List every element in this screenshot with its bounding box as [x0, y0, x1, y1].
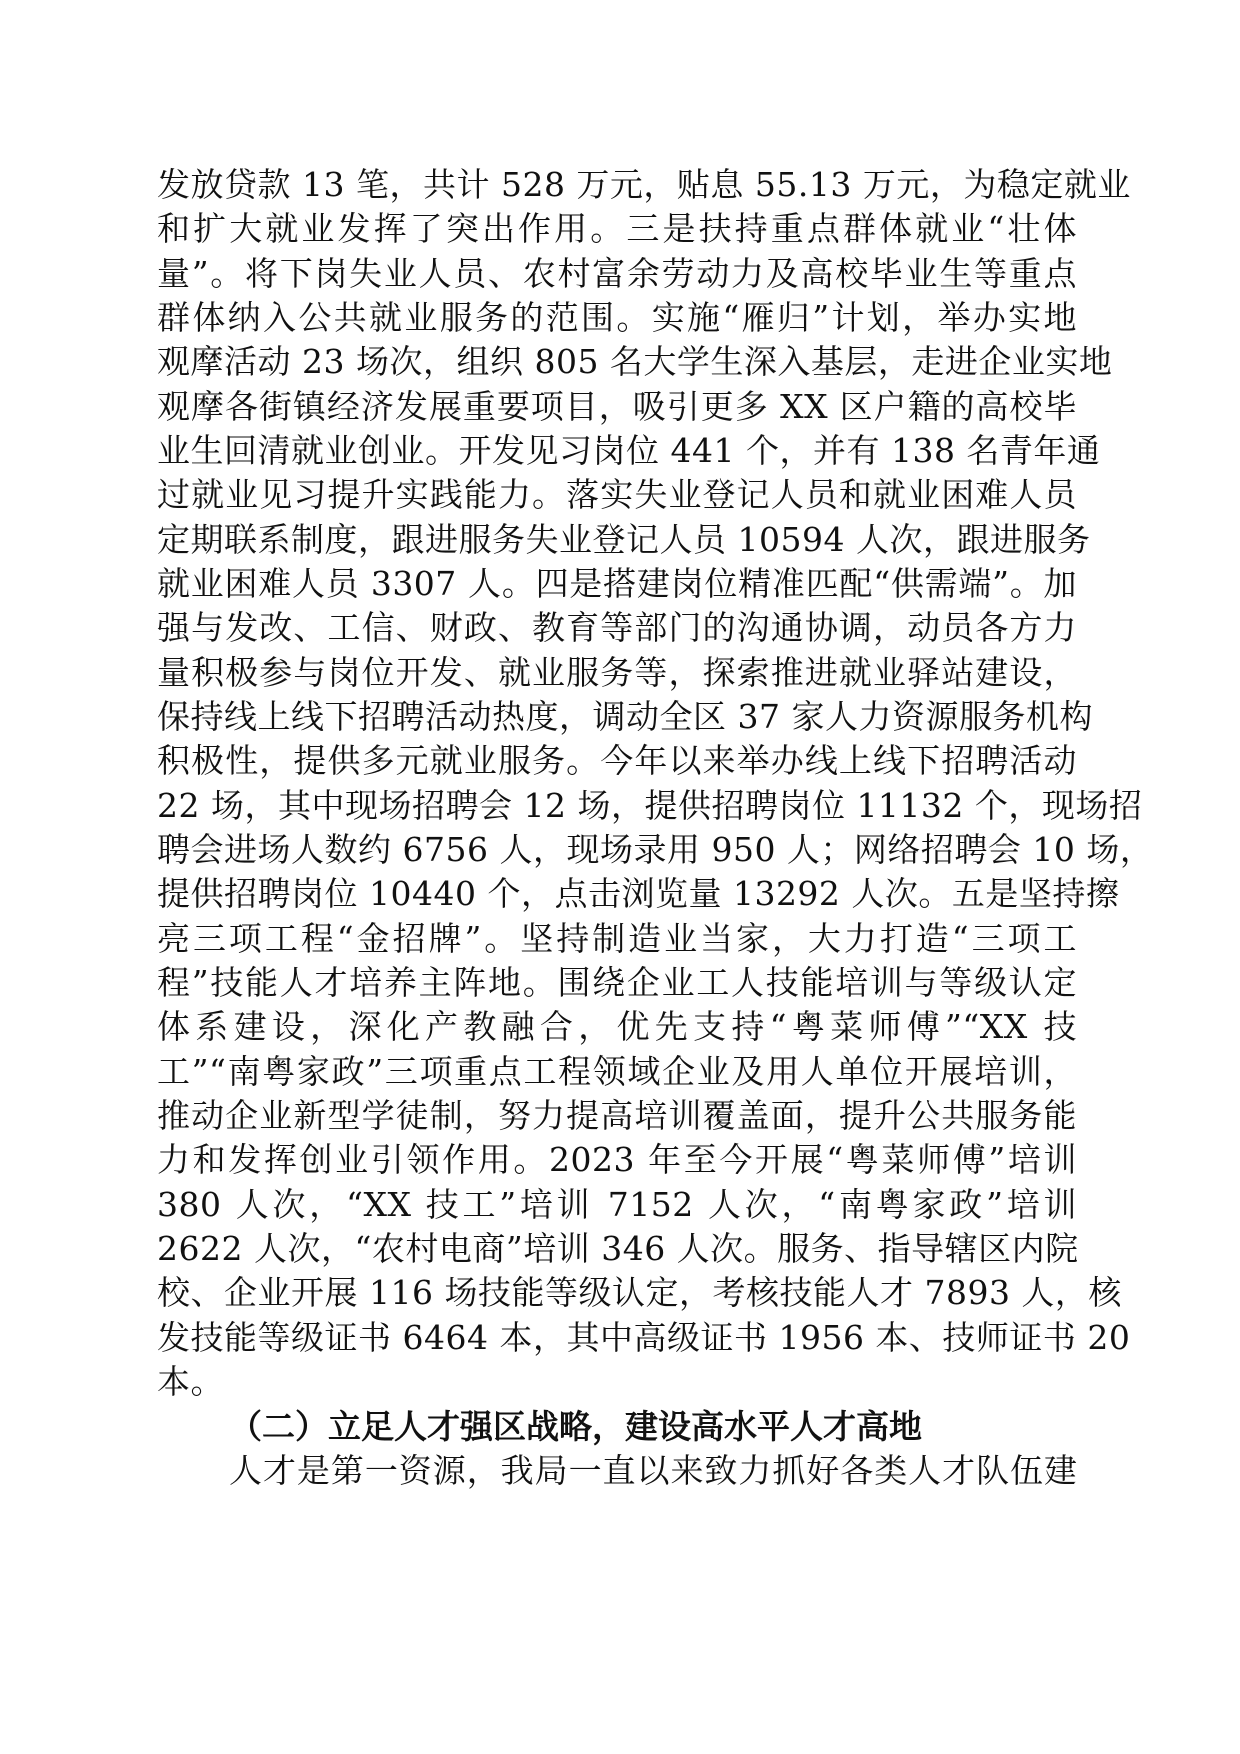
body-text-line: 程”技能人才培养主阵地。围绕企业工人技能培训与等级认定	[157, 963, 1077, 1002]
body-text-line: 发放贷款 13 笔，共计 528 万元，贴息 55.13 万元，为稳定就业	[157, 165, 1131, 204]
body-text-line: 积极性，提供多元就业服务。今年以来举办线上线下招聘活动	[157, 741, 1077, 780]
body-text-line: 和扩大就业发挥了突出作用。三是扶持重点群体就业“壮体	[157, 209, 1077, 248]
paragraph-first-line: 人才是第一资源，我局一直以来致力抓好各类人才队伍建	[229, 1451, 1077, 1490]
body-text-line: 校、企业开展 116 场技能等级认定，考核技能人才 7893 人，核	[157, 1273, 1122, 1312]
body-text-line: 群体纳入公共就业服务的范围。实施“雁归”计划，举办实地	[157, 298, 1077, 337]
body-text-line: 2622 人次，“农村电商”培训 346 人次。服务、指导辖区内院	[157, 1229, 1079, 1268]
body-text-line: 观摩各街镇经济发展重要项目，吸引更多 XX 区户籍的高校毕	[157, 387, 1077, 426]
body-text-line: 力和发挥创业引领作用。2023 年至今开展“粤菜师傅”培训	[157, 1140, 1077, 1179]
body-text-line: 380 人次，“XX 技工”培训 7152 人次，“南粤家政”培训	[157, 1185, 1077, 1224]
section-heading: （二）立足人才强区战略，建设高水平人才高地	[229, 1407, 922, 1446]
body-text-line: 就业困难人员 3307 人。四是搭建岗位精准匹配“供需端”。加	[157, 564, 1077, 603]
body-text-line: 体系建设，深化产教融合，优先支持“粤菜师傅”“XX 技	[157, 1007, 1077, 1046]
body-text-line: 量积极参与岗位开发、就业服务等，探索推进就业驿站建设，	[157, 653, 1077, 692]
body-text-line: 业生回清就业创业。开发见习岗位 441 个，并有 138 名青年通	[157, 431, 1101, 470]
body-text-line: 亮三项工程“金招牌”。坚持制造业当家，大力打造“三项工	[157, 919, 1077, 958]
body-text-line: 聘会进场人数约 6756 人，现场录用 950 人；网络招聘会 10 场，	[157, 830, 1154, 869]
body-text-line: 本。	[157, 1362, 224, 1401]
body-text-line: 定期联系制度，跟进服务失业登记人员 10594 人次，跟进服务	[157, 520, 1091, 559]
body-text-line: 过就业见习提升实践能力。落实失业登记人员和就业困难人员	[157, 475, 1077, 514]
body-text-line: 保持线上线下招聘活动热度，调动全区 37 家人力资源服务机构	[157, 697, 1093, 736]
body-text-line: 推动企业新型学徒制，努力提高培训覆盖面，提升公共服务能	[157, 1096, 1077, 1135]
body-text-line: 工”“南粤家政”三项重点工程领域企业及用人单位开展培训，	[157, 1052, 1077, 1091]
body-text-line: 量”。将下岗失业人员、农村富余劳动力及高校毕业生等重点	[157, 254, 1077, 293]
body-text-line: 22 场，其中现场招聘会 12 场，提供招聘岗位 11132 个，现场招	[157, 786, 1143, 825]
body-text-line: 强与发改、工信、财政、教育等部门的沟通协调，动员各方力	[157, 608, 1077, 647]
body-text-line: 发技能等级证书 6464 本，其中高级证书 1956 本、技师证书 20	[157, 1318, 1131, 1357]
body-text-line: 提供招聘岗位 10440 个，点击浏览量 13292 人次。五是坚持擦	[157, 874, 1120, 913]
body-text-line: 观摩活动 23 场次，组织 805 名大学生深入基层，走进企业实地	[157, 342, 1113, 381]
